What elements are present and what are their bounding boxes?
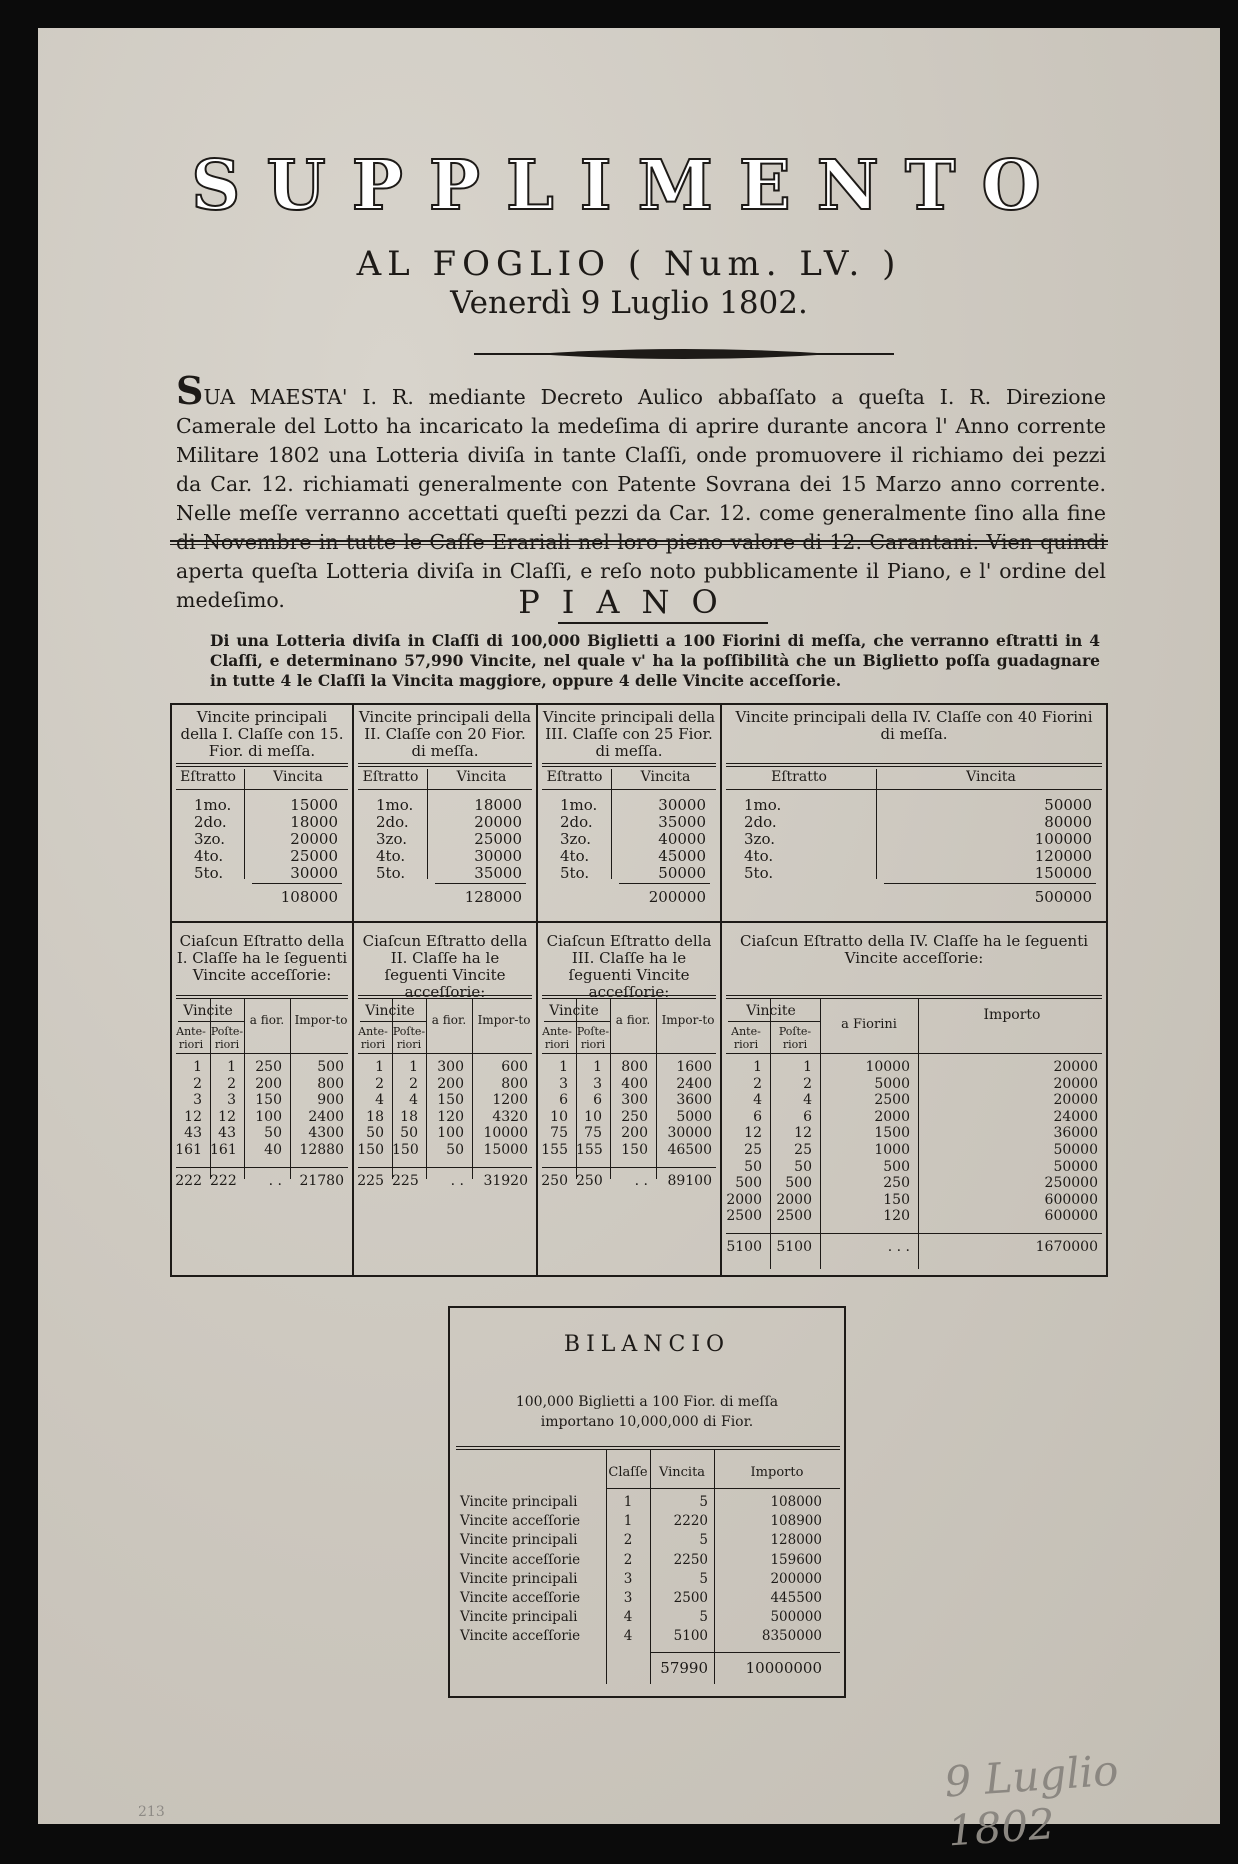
accessory-cell: 1500 [874, 1125, 910, 1142]
accessory-cell: 2 [227, 1075, 236, 1092]
posteriori-header: Poſte-riori [778, 1025, 812, 1051]
extraction-label: 2do. [194, 813, 227, 831]
accessory-cell: 50 [366, 1125, 384, 1142]
accessory-cell: 24000 [1053, 1108, 1098, 1125]
accessory-cell: 500 [735, 1175, 762, 1192]
accessory-cell: 4320 [492, 1108, 528, 1125]
accessory-cell: 4 [375, 1092, 384, 1109]
accessory-cell: 400 [621, 1075, 648, 1092]
a-fior-header: a fior. [431, 1013, 467, 1027]
accessory-total: . . [450, 1172, 464, 1189]
vincita-header: Vincita [456, 769, 507, 785]
accessory-total: 5100 [776, 1239, 812, 1255]
accessory-total: 250 [541, 1172, 568, 1189]
bilancio-row-importo: 128000 [770, 1532, 822, 1549]
estratto-header: Eſtratto [546, 769, 603, 785]
accessory-cell: 2400 [676, 1075, 712, 1092]
accessory-cell: 100 [437, 1125, 464, 1142]
principal-heading: Vincite principali della I. Claſſe con 15. Fior. di meſſa. [180, 708, 344, 760]
bilancio-row-vincita: 5 [699, 1494, 708, 1510]
prize-value: 20000 [290, 830, 338, 848]
accessory-cell: 43 [218, 1125, 236, 1142]
accessory-cell: 150 [883, 1191, 910, 1208]
prize-value: 50000 [658, 864, 706, 882]
accessory-cell: 200 [621, 1125, 648, 1142]
accessory-heading: Ciaſcun Eſtratto della III. Claſſe ha le ſeguenti Vincite acceſſorie: [546, 932, 712, 1001]
bilancio-col-classe: Claſſe [608, 1465, 648, 1480]
prize-value: 35000 [658, 813, 706, 831]
accessory-cell: 900 [317, 1092, 344, 1109]
bilancio-subtitle-2: importano 10,000,000 di Fior. [540, 1414, 754, 1430]
prize-value: 100000 [1034, 830, 1092, 848]
bilancio-row-importo: 200000 [770, 1570, 822, 1587]
prize-value: 30000 [658, 796, 706, 814]
intro-dropcap: S [176, 368, 204, 413]
accessory-cell: 1200 [492, 1092, 528, 1109]
bilancio-row-label: Vincite acceſſorie [460, 1551, 581, 1568]
accessory-cell: 150 [255, 1092, 282, 1109]
bilancio-col-importo: Importo [750, 1465, 804, 1480]
accessory-cell: 1 [193, 1059, 202, 1075]
bilancio-row-vincita: 5100 [673, 1628, 708, 1645]
bilancio-row-vincita: 2220 [673, 1513, 708, 1530]
accessory-cell: 800 [501, 1075, 528, 1092]
accessory-cell: 2 [409, 1075, 418, 1092]
accessory-cell: 18 [400, 1108, 418, 1125]
accessory-cell: 1 [593, 1059, 602, 1075]
prize-value: 40000 [658, 830, 706, 848]
principal-heading: Vincite principali della II. Claſſe con 20 Fior. di meſſa. [358, 708, 532, 760]
importo-header: Impor-to [661, 1013, 715, 1027]
accessory-cell: 30000 [667, 1125, 712, 1142]
accessory-cell: 6 [753, 1108, 762, 1125]
accessory-cell: 4 [803, 1092, 812, 1109]
a-fior-header: a fior. [249, 1013, 285, 1027]
accessory-cell: 50 [744, 1158, 762, 1175]
accessory-cell: 12 [218, 1108, 236, 1125]
accessory-cell: 6 [559, 1092, 568, 1109]
accessory-cell: 250000 [1044, 1175, 1098, 1192]
bilancio-row-label: Vincite acceſſorie [460, 1513, 581, 1530]
ornament-rule [474, 348, 894, 360]
accessory-total: 225 [392, 1172, 419, 1189]
accessory-cell: 1 [753, 1059, 762, 1075]
accessory-heading: Ciaſcun Eſtratto della I. Claſſe ha le ſeguenti Vincite acceſſorie: [176, 932, 348, 984]
vincita-header: Vincita [273, 769, 323, 785]
accessory-cell: 2500 [726, 1208, 762, 1225]
accessory-cell: 161 [175, 1142, 202, 1158]
accessory-cell: 161 [210, 1142, 237, 1158]
accessory-cell: 75 [584, 1125, 602, 1142]
bilancio-box [448, 1306, 846, 1698]
importo-header: Impor-to [477, 1013, 531, 1027]
vincite-header: Vincite [365, 1003, 415, 1019]
prize-value: 30000 [474, 847, 522, 865]
extraction-label: 3zo. [194, 830, 225, 848]
anteriori-header: Ante-riori [731, 1025, 761, 1051]
prize-value: 45000 [658, 847, 706, 865]
accessory-cell: 150 [392, 1142, 419, 1158]
document-title: SUPPLIMENTO [191, 146, 1067, 226]
intro-paragraph [176, 368, 1106, 615]
accessory-total: 250 [576, 1172, 603, 1189]
extraction-label: 5to. [744, 864, 774, 882]
extraction-label: 1mo. [194, 796, 232, 814]
accessory-total: 222 [175, 1172, 202, 1189]
vincita-header: Vincita [640, 769, 691, 785]
document-page [38, 28, 1220, 1856]
accessory-total: 5100 [726, 1239, 762, 1255]
accessory-cell: 6 [803, 1108, 812, 1125]
extraction-label: 2do. [560, 813, 593, 831]
accessory-cell: 200 [255, 1075, 282, 1092]
accessory-cell: 1 [375, 1059, 384, 1075]
bilancio-total-vincita: 57990 [660, 1659, 708, 1677]
extraction-label: 4to. [194, 847, 224, 865]
accessory-cell: 12880 [299, 1142, 344, 1158]
prize-total: 108000 [280, 888, 338, 906]
accessory-cell: 18 [366, 1108, 384, 1125]
accessory-cell: 100 [255, 1108, 282, 1125]
accessory-cell: 300 [437, 1059, 464, 1075]
extraction-label: 5to. [560, 864, 590, 882]
accessory-cell: 250 [621, 1108, 648, 1125]
bilancio-row-label: Vincite acceſſorie [460, 1590, 581, 1606]
accessory-total: . . [268, 1172, 282, 1189]
anteriori-header: Ante-riori [542, 1025, 572, 1051]
bilancio-row-importo: 108000 [770, 1494, 822, 1510]
bilancio-row-label: Vincite acceſſorie [460, 1628, 581, 1645]
bilancio-row-vincita: 5 [699, 1532, 708, 1549]
accessory-cell: 250 [255, 1059, 282, 1075]
prize-total: 500000 [1034, 888, 1092, 906]
bilancio-row-classe: 1 [623, 1494, 633, 1510]
piano-table [170, 703, 1108, 1277]
extraction-label: 3zo. [744, 830, 775, 848]
bilancio-row-label: Vincite principali [460, 1494, 578, 1510]
bilancio-row-vincita: 5 [699, 1570, 708, 1587]
accessory-cell: 150 [621, 1142, 648, 1158]
accessory-cell: 1 [227, 1059, 236, 1075]
accessory-cell: 1 [409, 1059, 418, 1075]
pencil-mark: 213 [138, 1804, 165, 1820]
extraction-label: 5to. [194, 864, 224, 882]
accessory-cell: 2000 [776, 1191, 812, 1208]
bilancio-row-importo: 8350000 [761, 1628, 822, 1645]
accessory-cell: 20000 [1053, 1075, 1098, 1092]
divider [170, 540, 1108, 542]
extraction-label: 5to. [376, 864, 406, 882]
intro-text: UA MAESTA' I. R. mediante Decreto Aulico abbaſſato a queſta I. R. Direzione Camerale del Lotto ha incaricato la medeſima di aprire durante ancora l' Anno corrente Militare 1802 una Lotteria diviſa in tante Claſſi, onde promuovere il richiamo dei pezzi da Car. 12. richiamati generalmente con Patente Sovrana dei 15 Marzo anno corrente. Nelle meſſe verranno accettati queſti pezzi da Car. 12. come generalmente ſino alla fine di Novembre in tutte le Caſſe Erariali nel loro pieno valore di 12. Carantani. Vien quindi aperta queſta Lotteria diviſa in Claſſi, e reſo noto pubblicamente il Piano, e l' ordine del medeſimo. [176, 385, 1106, 612]
accessory-cell: 250 [883, 1175, 910, 1192]
bilancio-row-classe: 2 [623, 1551, 633, 1568]
accessory-cell: 50000 [1053, 1142, 1098, 1158]
accessory-cell: 75 [550, 1125, 568, 1142]
accessory-cell: 2500 [776, 1208, 812, 1225]
accessory-cell: 150 [437, 1092, 464, 1109]
bilancio-title: BILANCIO [563, 1332, 731, 1357]
accessory-cell: 150 [357, 1142, 384, 1158]
bilancio-row-importo: 159600 [770, 1551, 822, 1568]
prize-total: 128000 [464, 888, 522, 906]
accessory-total: 225 [357, 1172, 384, 1189]
accessory-cell: 25 [794, 1142, 812, 1158]
bilancio-row-vincita: 2500 [673, 1590, 708, 1606]
piano-heading: PIANO [518, 583, 740, 621]
accessory-cell: 20000 [1053, 1059, 1098, 1075]
accessory-cell: 6 [593, 1092, 602, 1109]
importo-header: Importo [983, 1007, 1041, 1023]
accessory-total: . . [634, 1172, 648, 1189]
principal-heading: Vincite principali della III. Claſſe con 25 Fior. di meſſa. [542, 708, 716, 760]
accessory-cell: 4300 [308, 1125, 344, 1142]
bilancio-row-vincita: 2250 [673, 1551, 708, 1568]
accessory-cell: 25 [744, 1142, 762, 1158]
bilancio-row-label: Vincite principali [460, 1570, 578, 1587]
accessory-cell: 3 [227, 1092, 236, 1109]
divider [170, 544, 1108, 545]
accessory-cell: 1600 [676, 1059, 712, 1075]
bilancio-row-classe: 1 [623, 1513, 633, 1530]
extraction-label: 2do. [376, 813, 409, 831]
accessory-cell: 1 [559, 1059, 568, 1075]
document-date: Venerdì 9 Luglio 1802. [450, 285, 808, 321]
extraction-label: 2do. [744, 813, 777, 831]
posteriori-header: Poſte-riori [392, 1025, 426, 1051]
importo-header: Impor-to [294, 1013, 348, 1027]
accessory-cell: 120 [437, 1108, 464, 1125]
accessory-cell: 5000 [676, 1108, 712, 1125]
extraction-label: 1mo. [376, 796, 414, 814]
accessory-cell: 4 [753, 1092, 762, 1109]
accessory-cell: 5000 [874, 1075, 910, 1092]
vincite-header: Vincite [746, 1003, 796, 1019]
accessory-cell: 500 [785, 1175, 812, 1192]
posteriori-header: Poſte-riori [576, 1025, 610, 1051]
prize-value: 150000 [1034, 864, 1092, 882]
prize-value: 25000 [290, 847, 338, 865]
estratto-header: Eſtratto [362, 769, 419, 785]
accessory-cell: 36000 [1053, 1125, 1098, 1142]
accessory-cell: 300 [621, 1092, 648, 1109]
accessory-cell: 2000 [874, 1108, 910, 1125]
accessory-total: 89100 [667, 1172, 712, 1189]
principal-heading: Vincite principali della IV. Claſſe con 40 Fiorini di meſſa. [735, 708, 1093, 743]
vincite-header: Vincite [549, 1003, 599, 1019]
accessory-total: 21780 [299, 1172, 344, 1189]
prize-value: 50000 [1044, 796, 1092, 814]
accessory-cell: 3 [559, 1075, 568, 1092]
bilancio-row-classe: 4 [623, 1628, 633, 1645]
accessory-heading: Ciaſcun Eſtratto della IV. Claſſe ha le ſeguenti Vincite acceſſorie: [739, 932, 1089, 967]
bilancio-row-classe: 3 [623, 1570, 633, 1587]
accessory-cell: 50 [400, 1125, 418, 1142]
vincite-header: Vincite [183, 1003, 233, 1019]
accessory-cell: 500 [317, 1059, 344, 1075]
accessory-cell: 2 [753, 1075, 762, 1092]
accessory-cell: 2400 [308, 1108, 344, 1125]
bilancio-row-importo: 108900 [770, 1513, 822, 1530]
accessory-cell: 10 [550, 1108, 568, 1125]
bilancio-col-vincita: Vincita [658, 1465, 706, 1480]
accessory-cell: 50000 [1053, 1158, 1098, 1175]
accessory-cell: 10000 [483, 1125, 528, 1142]
accessory-cell: 12 [744, 1125, 762, 1142]
accessory-cell: 3 [593, 1075, 602, 1092]
accessory-cell: 600000 [1044, 1191, 1098, 1208]
accessory-cell: 50 [794, 1158, 812, 1175]
extraction-label: 4to. [560, 847, 590, 865]
bilancio-row-label: Vincite principali [460, 1609, 578, 1626]
a-fiorini-header: a Fiorini [841, 1017, 897, 1032]
accessory-cell: 4 [409, 1092, 418, 1109]
extraction-label: 3zo. [560, 830, 591, 848]
accessory-cell: 10000 [865, 1059, 910, 1075]
accessory-total: 31920 [483, 1172, 528, 1189]
prize-value: 20000 [474, 813, 522, 831]
accessory-cell: 800 [621, 1059, 648, 1075]
bilancio-row-importo: 445500 [770, 1590, 822, 1606]
extraction-label: 1mo. [744, 796, 782, 814]
accessory-cell: 3600 [676, 1092, 712, 1109]
accessory-cell: 40 [264, 1142, 282, 1158]
prize-value: 18000 [474, 796, 522, 814]
accessory-heading: Ciaſcun Eſtratto della II. Claſſe ha le ſeguenti Vincite acceſſorie: [362, 932, 528, 1001]
extraction-label: 3zo. [376, 830, 407, 848]
accessory-cell: 43 [184, 1125, 202, 1142]
anteriori-header: Ante-riori [358, 1025, 388, 1051]
accessory-cell: 155 [541, 1142, 568, 1158]
accessory-total: . . . [887, 1239, 910, 1255]
accessory-cell: 50 [264, 1125, 282, 1142]
accessory-cell: 1000 [874, 1142, 910, 1158]
vincita-header: Vincita [966, 769, 1016, 785]
prize-value: 120000 [1034, 847, 1092, 865]
bilancio-row-importo: 500000 [770, 1609, 822, 1626]
posteriori-header: Poſte-riori [210, 1025, 244, 1051]
accessory-total: 222 [210, 1172, 237, 1189]
accessory-cell: 20000 [1053, 1092, 1098, 1109]
divider [558, 622, 768, 624]
accessory-cell: 2 [803, 1075, 812, 1092]
accessory-cell: 155 [576, 1142, 603, 1158]
prize-value: 15000 [290, 796, 338, 814]
accessory-cell: 600000 [1044, 1208, 1098, 1225]
extraction-label: 1mo. [560, 796, 598, 814]
accessory-cell: 2 [193, 1075, 202, 1092]
bilancio-total-importo: 10000000 [745, 1659, 822, 1677]
accessory-total: 1670000 [1035, 1239, 1098, 1255]
accessory-cell: 15000 [483, 1142, 528, 1158]
prize-value: 25000 [474, 830, 522, 848]
extraction-label: 4to. [744, 847, 774, 865]
accessory-cell: 12 [184, 1108, 202, 1125]
estratto-header: Eſtratto [771, 769, 827, 785]
accessory-cell: 46500 [667, 1142, 712, 1158]
piano-description: Di una Lotteria diviſa in Claſſi di 100,000 Biglietti a 100 Fiorini di meſſa, che verranno eſtratti in 4 Claſſi, e determinano 57,990 Vincite, nel quale v' ha la poſſibilità che un Biglietto poſſa guadagnare in tutte 4 le Claſſi la Vincita maggiore, oppure 4 delle Vincite acceſſorie. [210, 631, 1100, 690]
extraction-label: 4to. [376, 847, 406, 865]
accessory-cell: 2500 [874, 1092, 910, 1109]
accessory-cell: 12 [794, 1125, 812, 1142]
bilancio-row-vincita: 5 [699, 1609, 708, 1626]
handwritten-note: 9 Luglio 1802 [942, 1745, 1120, 1856]
prize-value: 35000 [474, 864, 522, 882]
accessory-cell: 3 [193, 1092, 202, 1109]
bilancio-row-classe: 4 [623, 1609, 633, 1626]
bilancio-row-label: Vincite principali [460, 1532, 578, 1549]
accessory-cell: 500 [883, 1158, 910, 1175]
a-fior-header: a fior. [615, 1013, 651, 1027]
bilancio-subtitle-1: 100,000 Biglietti a 100 Fior. di meſſa [515, 1394, 779, 1410]
accessory-cell: 2 [375, 1075, 384, 1092]
accessory-cell: 10 [584, 1108, 602, 1125]
prize-value: 18000 [290, 813, 338, 831]
prize-value: 80000 [1044, 813, 1092, 831]
accessory-cell: 2000 [726, 1191, 762, 1208]
anteriori-header: Ante-riori [176, 1025, 206, 1051]
accessory-cell: 50 [446, 1142, 464, 1158]
prize-value: 30000 [290, 864, 338, 882]
accessory-cell: 800 [317, 1075, 344, 1092]
document-subtitle: AL FOGLIO ( Num. LV. ) [356, 244, 902, 284]
bilancio-row-classe: 2 [623, 1532, 633, 1549]
estratto-header: Eſtratto [180, 769, 236, 785]
accessory-cell: 120 [883, 1208, 910, 1225]
prize-total: 200000 [648, 888, 706, 906]
accessory-cell: 1 [803, 1059, 812, 1075]
bilancio-row-classe: 3 [623, 1590, 633, 1606]
accessory-cell: 200 [437, 1075, 464, 1092]
accessory-cell: 600 [501, 1059, 528, 1075]
